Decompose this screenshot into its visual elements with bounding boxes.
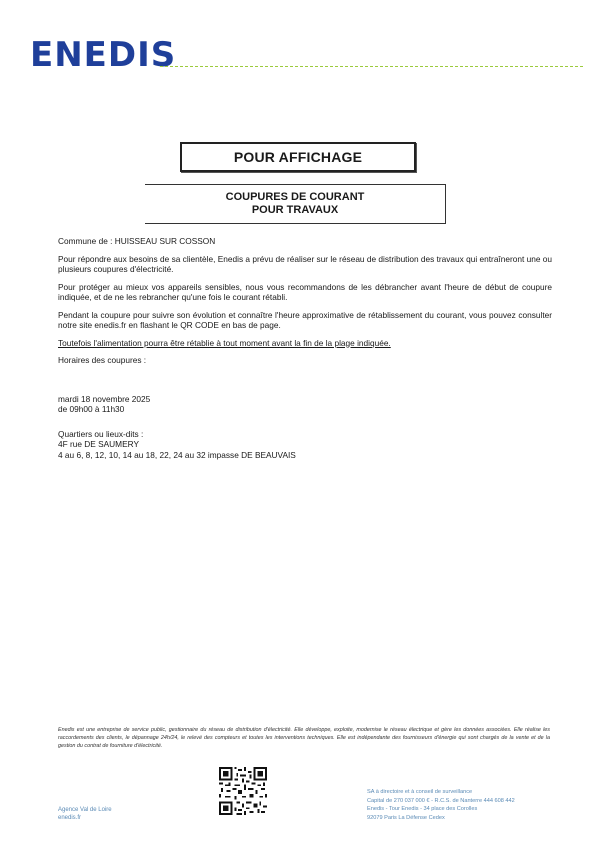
company-line-3: Enedis - Tour Enedis - 34 place des Corolles [367,806,478,812]
street-1: 4F rue DE SAUMERY [58,439,139,449]
company-block [367,788,515,822]
notice-body [58,236,552,460]
commune: Commune de : HUISSEAU SUR COSSON [58,236,216,246]
header-accent-line [160,66,583,67]
cut-date: mardi 18 novembre 2025 [58,393,151,404]
page-title: POUR AFFICHAGE [233,149,363,165]
company-line-2: Capital de 270 037 000 € - R.C.S. de Nanterre 444 608 442 [367,797,515,804]
horaires-label: Horaires des coupures : [58,355,147,365]
paragraph-4: Toutefois l'alimentation pourra être rétablie à tout moment avant la fin de la plage indiquée. [58,337,391,348]
agency-block [58,806,112,822]
quartiers-label: Quartiers ou lieux-dits : [58,428,144,439]
qr-code-icon[interactable] [219,767,267,815]
logo-text: ENEDIS [30,35,177,75]
paragraph-3: Pendant la coupure pour suivre son évolution et connaître l'heure approximative de rétablissement du courant, vous pouvez consulter notre site enedis.fr en flashant le QR CODE en bas de page. [58,309,552,330]
agency-name: Agence Val de Loire [58,807,112,813]
company-line-1: SA à directoire et à conseil de surveillance [367,789,473,795]
company-line-4: 92079 Paris La Défense Cedex [367,814,445,821]
title-box [180,142,416,172]
subtitle-line1: COUPURES DE COURANT [225,191,365,203]
footer-legal-text: Enedis est une entreprise de service public, gestionnaire du réseau de distribution d'électricité. Elle développe, exploite, modernise le réseau électrique et gère les données associées. Elle réalise les raccordements des clients, le dépannage 24h/24, le relevé des compteurs et toutes les interventions techniques. Elle est indépendante des fournisseurs d'énergie qui sont chargés de la vente et de la gestion du contrat de fourniture d'électricité. [58,727,550,749]
street-2: 4 au 6, 8, 12, 10, 14 au 18, 22, 24 au 32 impasse DE BEAUVAIS [58,449,296,460]
cut-time: de 09h00 à 11h30 [58,404,125,414]
enedis-logo [30,35,177,75]
agency-site: enedis.fr [58,815,82,821]
subtitle-line2: POUR TRAVAUX [251,204,339,216]
paragraph-1: Pour répondre aux besoins de sa clientèle, Enedis a prévu de réaliser sur le réseau de distribution des travaux qui entraîneront une ou plusieurs coupures d'électricité. [58,253,552,274]
paragraph-2: Pour protéger au mieux vos appareils sensibles, nous vous recommandons de les débrancher avant l'heure de début de coupure indiquée, et de ne les rebrancher qu'une fois le courant rétabli. [58,281,552,302]
subtitle-box [145,184,446,224]
